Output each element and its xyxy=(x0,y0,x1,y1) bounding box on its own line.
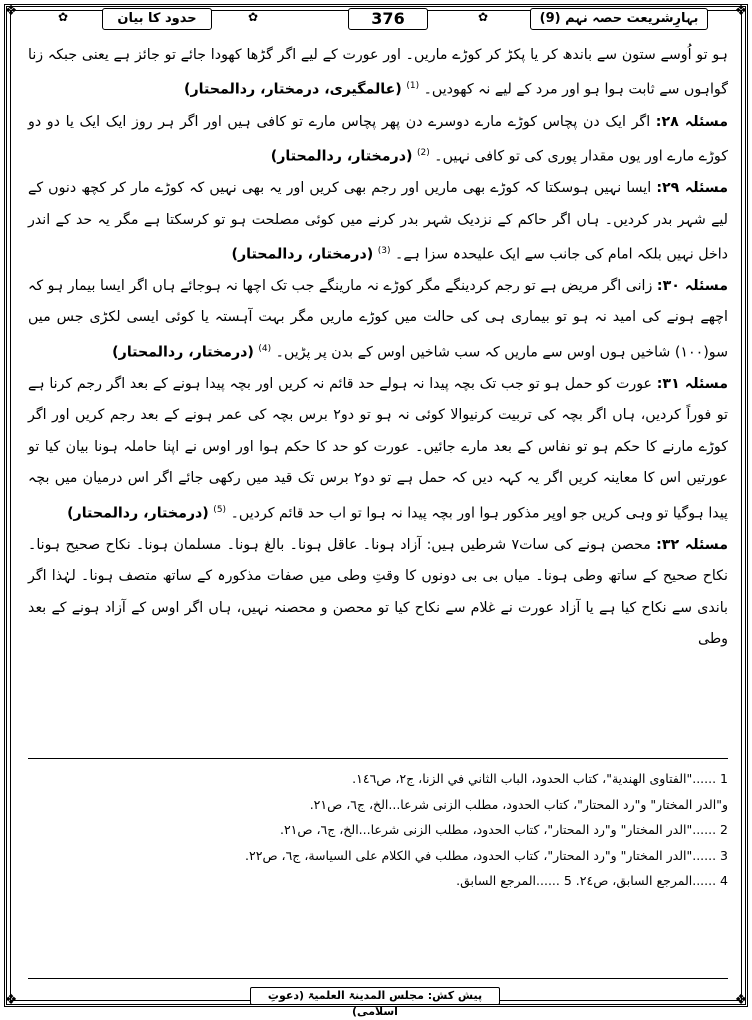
paragraph xyxy=(28,40,728,107)
header-ornament-icon: ✿ xyxy=(58,10,69,24)
source-reference: (درمختار، ردالمحتار) xyxy=(270,148,413,165)
masala-30 xyxy=(28,271,728,369)
page-number: 376 xyxy=(348,8,428,30)
footnote-item: 3 ......"الدر المختار" و"رد المحتار"، كتاب الحدود، مطلب في الكلام على السياسة، ج٦، ص٢٢. xyxy=(245,847,728,863)
chapter-title: حدود کا بیان xyxy=(102,8,212,30)
source-reference: (درمختار، ردالمحتار) xyxy=(112,344,254,361)
corner-ornament-icon: ❖ xyxy=(734,3,748,19)
footnote-marker: (5) xyxy=(213,504,227,515)
header-ornament-icon: ✿ xyxy=(478,10,489,24)
page-header xyxy=(18,8,734,32)
masala-29 xyxy=(28,173,728,271)
footnote-item: 4 ......المرجع السابق، ص٢٤. 5 ......المرجع السابق. xyxy=(456,873,728,888)
footnote-marker: (2) xyxy=(417,147,430,158)
masala-label: مسئلہ ۳۰: xyxy=(656,278,728,295)
source-reference: (عالمگیری، درمختار، ردالمحتار) xyxy=(184,82,402,99)
footnote-divider xyxy=(28,758,728,759)
masala-label: مسئلہ ۲۹: xyxy=(656,180,729,197)
masala-label: مسئلہ ۲۸: xyxy=(655,113,728,130)
book-title: بہارِشریعت حصہ نہم (9) xyxy=(530,8,708,30)
footnote-marker: (3) xyxy=(377,245,391,256)
footnotes xyxy=(28,766,728,894)
publisher-footer: پیش کش: مجلس المدینۃ العلمیۃ (دعوتِ اسلامی) xyxy=(250,987,500,1005)
main-text xyxy=(28,40,728,655)
paragraph-text: ہو تو اُوسے ستون سے باندھ کر یا پکڑ کر کوڑے ماریں۔ اور عورت کے لیے اگر گڑھا کھودا جائے تو جائز ہے یعنی جبکہ زنا گواہوں سے ثابت ہوا ہو اور مرد کے لیے نہ کھودیں۔ xyxy=(28,47,728,99)
masala-label: مسئلہ ۳۲: xyxy=(656,536,729,553)
source-reference: (درمختار، ردالمحتار) xyxy=(67,505,209,522)
footnote-marker: (1) xyxy=(406,81,420,92)
header-ornament-icon: ✿ xyxy=(248,10,259,24)
footnote-marker: (4) xyxy=(258,343,272,354)
paragraph-text: محصن ہونے کی سات۷ شرطیں ہیں: آزاد ہونا۔ عاقل ہونا۔ بالغ ہونا۔ مسلمان ہونا۔ نکاح صحیح ہونا۔ نکاح صحیح کے ساتھ وطی ہونا۔ میاں بی بی دونوں کا وقتِ وطی میں صفات مذکورہ کے ساتھ متصف ہونا۔ لہٰذا اگر باندی سے نکاح کیا ہے یا آزاد عورت نے غلام سے نکاح کیا تو محصن و محصنہ نہیں، ہاں اگر اوس کے آزاد ہونے کے بعد وطی xyxy=(28,536,728,647)
masala-28 xyxy=(28,107,728,174)
masala-31 xyxy=(28,369,728,530)
paragraph-text: عورت کو حمل ہو تو جب تک بچہ پیدا نہ ہولے حد قائم نہ کریں اور بچہ پیدا ہونے کے بعد اگر رجم کرنا ہے تو فوراً کردیں، ہاں اگر بچہ کی تربیت کرنیوالا کوئی نہ ہو تو دو۲ برس بچہ کی عمر ہونے کے بعد رجم کریں اور اگر کوڑے مارنے کا حکم ہو تو نفاس کے بعد مارے جائیں۔ عورت کو حد کا حکم ہوا اور اوس نے اپنا حاملہ ہونا بیان کیا تو عورتیں اس کا معاینہ کریں اگر یہ کہہ دیں کہ حمل ہے تو دو۲ برس تک قید میں رکھی جائے اگر اس درمیان میں بچہ پیدا ہوگیا تو وہی کریں جو اوپر مذکور ہوا اور بچہ پیدا نہ ہوا تو اب حد قائم کردیں۔ xyxy=(28,376,729,522)
corner-ornament-icon: ❖ xyxy=(4,992,18,1008)
footnote-item: 1 ......"الفتاوى الهندية"، كتاب الحدود، الباب الثاني في الزنا، ج٢، ص١٤٦. xyxy=(352,771,728,786)
footnote-item: 2 ......"الدر المختار" و"رد المحتار"، كتاب الحدود، مطلب الزنى شرعا...الخ، ج٦، ص٢١. xyxy=(279,822,728,837)
corner-ornament-icon: ❖ xyxy=(734,992,748,1008)
masala-32 xyxy=(28,530,728,656)
footnote-item: و"الدر المختار" و"رد المحتار"، كتاب الحدود، مطلب الزنى شرعا...الخ، ج٦، ص٢١. xyxy=(309,796,728,812)
paragraph-text: اگر ایک دن پچاس کوڑے مارے دوسرے دن پھر پچاس مارے تو کافی ہیں اور اگر ہر روز ایک ایک یا دو دو کوڑے مارے اور یوں مقدار پوری کی تو کافی نہیں۔ xyxy=(28,113,728,165)
masala-label: مسئلہ ۳۱: xyxy=(656,376,728,392)
corner-ornament-icon: ❖ xyxy=(4,3,18,19)
paragraph-text: ایسا نہیں ہوسکتا کہ کوڑے بھی ماریں اور رجم بھی کریں اور یہ بھی نہیں کہ کوڑے مار کر کچھ دنوں کے لیے شہر بدر کردیں۔ ہاں اگر حاکم کے نزدیک شہر بدر کرنے میں کوئی مصلحت ہو تو کرسکتا ہے مگر یہ حد کے اندر داخل نہیں بلکہ امام کی جانب سے ایک علیحدہ سزا ہے۔ xyxy=(28,180,728,263)
paragraph-text: زانی اگر مریض ہے تو رجم کردینگے مگر کوڑے نہ مارینگے جب تک اچھا نہ ہوجائے ہاں اگر ایسا بیمار ہو کہ اچھے ہونے کی امید نہ ہو تو بیماری ہی کی حالت میں کوڑے ماریں مگر بہت آہستہ یا کوئی ایسی لکڑی جس میں سو(۱۰۰) شاخیں ہوں اوس سے ماریں کہ سب شاخیں اوس کے بدن پر پڑیں۔ xyxy=(28,278,728,361)
footer-divider xyxy=(28,978,728,979)
source-reference: (درمختار، ردالمحتار) xyxy=(231,246,374,263)
